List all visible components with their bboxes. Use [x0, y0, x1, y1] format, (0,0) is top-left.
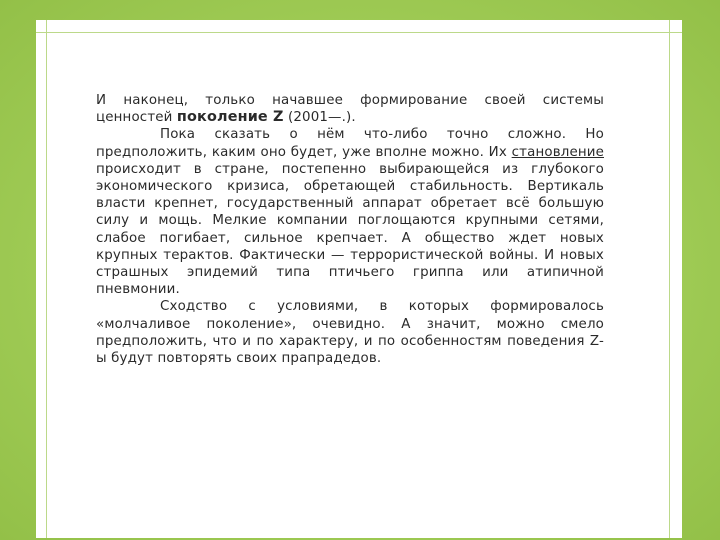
intro-paragraph — [96, 92, 604, 126]
generation-z-term: поколение Z — [176, 109, 284, 126]
conclusion-paragraph — [96, 298, 604, 367]
forecast-text-start: Пока сказать о нём что-либо точно сложно. Но предположить, каким оно будет, уже вполне можно. Их — [96, 127, 604, 160]
forecast-paragraph — [96, 126, 604, 298]
frame-left-line — [46, 20, 47, 538]
intro-years: (2001—.). — [283, 110, 356, 126]
frame-right-line — [669, 20, 670, 538]
conclusion-text: Сходство с условиями, в которых формировалось «молчаливое поколение», очевидно. А значит, можно смело предположить, что и по характеру, и по особенностям поведения Z-ы будут повторять своих прапрадедов. — [96, 299, 604, 367]
body-text — [96, 92, 604, 367]
frame-top-line — [36, 32, 682, 33]
underlined-word: становление — [511, 144, 604, 160]
forecast-text-end: происходит в стране, постепенно выбирающейся из глубокого экономического кризиса, обретающей стабильность. Вертикаль власти крепнет, государственный аппарат обретает всё большую силу и мощь. Мелкие компании поглощаются крупными сетями, слабое погибает, сильное крепчает. А общество ждет новых крупных терактов. Фактически — террористической войны. И новых страшных эпидемий типа птичьего гриппа или атипичной пневмонии. — [96, 161, 604, 298]
intro-text: И наконец, только начавшее формирование своей системы ценностей — [96, 93, 604, 126]
